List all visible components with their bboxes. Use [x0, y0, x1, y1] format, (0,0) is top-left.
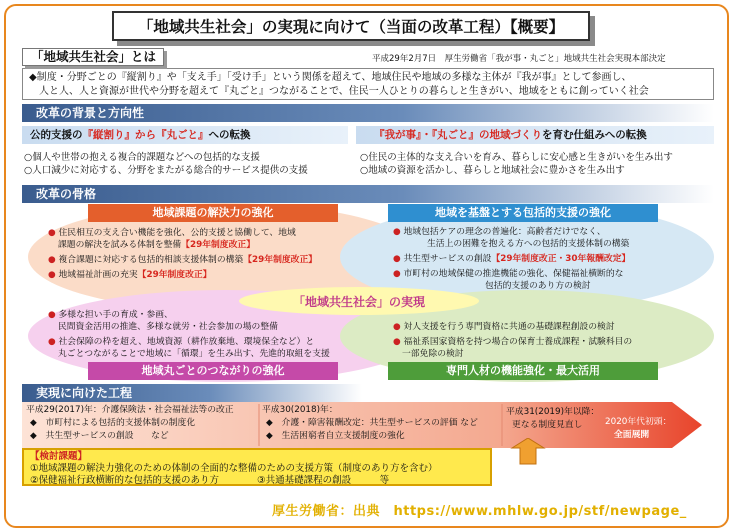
right-heading-hl: 『我が事』・『丸ごと』の地域づくり: [374, 129, 542, 141]
background-right-heading: [356, 126, 714, 144]
q1-item-3-text: 地域福祉計画の充実: [58, 270, 138, 280]
q3-item-1-text: 多様な担い手の育成・参画、: [58, 310, 173, 320]
review-arrow-icon: [508, 438, 548, 468]
q4-item-1-text: 対人支援を行う専門資格に共通の基礎課程創設の検討: [403, 322, 615, 332]
bullet-dot: ●: [48, 270, 56, 280]
definition-line-1: ◆制度・分野ごとの『縦割り』や「支え手」「受け手」という関係を超えて、地域住民や地域の多様な主体が『我が事』として参画し、: [29, 72, 632, 83]
framework-band: 改革の骨格: [22, 185, 714, 203]
left-heading-pre: 公的支援の: [30, 129, 83, 141]
q3-item-1: [48, 309, 173, 321]
q2-item-3: [393, 268, 623, 280]
timeline-p3-sub: 更なる制度見直し: [512, 420, 583, 430]
review-line-1: ①地域課題の解決力強化のための体制の全面的な整備のための支援方策（制度のあり方を含む）: [30, 463, 438, 474]
q2-item-3-text: 市町村の地域保健の推進機能の強化、保健福祉横断的な: [403, 269, 624, 279]
left-heading-post: への転換: [208, 129, 251, 141]
bullet-dot: ●: [48, 255, 56, 265]
q1-item-1b-text: 課題の解決を試みる体制を整備: [58, 240, 182, 250]
q2-item-1b: 生活上の困難を抱える方への包括的支援体制の構築: [427, 239, 630, 249]
q3-item-2: [48, 336, 314, 348]
bullet-dot: ●: [393, 227, 401, 237]
left-heading-mid: から: [135, 129, 156, 141]
q2-item-3b: 包括的支援のあり方の検討: [485, 281, 591, 291]
q3-item-2b: 丸ごとつながることで地域に「循環」を生み出す、先進的取組を支援: [58, 349, 330, 359]
background-left-item-2: ○人口減少に対応する、分野をまたがる総合的サービス提供の支援: [24, 165, 308, 176]
q1-item-1: [48, 227, 296, 239]
q1-item-1b-tag: 【29年制度改正】: [181, 240, 255, 250]
timeline-p3-title: 平成31(2019)年以降：: [506, 407, 600, 417]
decision-date: 平成29年2月7日 厚生労働省「我が事・丸ごと」地域共生社会実現本部決定: [372, 54, 666, 64]
bullet-dot: ●: [393, 322, 401, 332]
q2-item-2-tag: 【29年制度改正・30年報酬改定】: [491, 254, 631, 264]
timeline-p1-title: 平成29(2017)年：介護保険法・社会福祉法等の改正: [26, 405, 234, 415]
q3-item-1b: 民間資金活用の推進、多様な就労・社会参加の場の整備: [58, 322, 278, 332]
q2-item-1: [393, 226, 606, 238]
left-heading-hl1: 『縦割り』: [82, 129, 135, 141]
q4-item-1: [393, 321, 615, 333]
q1-item-2: [48, 254, 317, 266]
q1-item-1-text: 住民相互の支え合い機能を強化、公的支援と協働して、地域: [58, 228, 296, 238]
right-heading-post: を育む仕組みへの転換: [542, 129, 647, 141]
q2-caption: 地域を基盤とする包括的支援の強化: [388, 204, 658, 222]
background-band: 改革の背景と方向性: [22, 104, 714, 122]
review-line-2: ②保健福祉行政横断的な包括的支援のあり方: [30, 475, 220, 486]
review-arrow-shape: [512, 438, 544, 464]
q4-caption: 専門人材の機能強化・最大活用: [388, 362, 658, 380]
bullet-dot: ●: [48, 337, 56, 347]
timeline-p2-item-1: ◆ 介護・障害報酬改定：共生型サービスの評価 など: [266, 418, 478, 428]
q1-caption: 地域課題の解決力の強化: [88, 204, 338, 222]
q1-item-3: [48, 269, 212, 281]
center-goal: 「地域共生社会」の実現: [239, 287, 479, 315]
q4-item-2b: 一部免除の検討: [402, 349, 464, 359]
background-right-item-2: ○地域の資源を活かし、暮らしと地域社会に豊かさを生み出す: [360, 165, 625, 176]
left-heading-hl2: 『丸ごと』: [156, 129, 209, 141]
bullet-dot: ●: [393, 337, 401, 347]
definition-box: [22, 68, 714, 100]
definition-heading: 「地域共生社会」とは: [22, 48, 164, 66]
review-topics-box: [22, 448, 492, 486]
q2-item-2-text: 共生型サービスの創設: [403, 254, 492, 264]
timeline-p2-title: 平成30(2018)年：: [262, 405, 338, 415]
definition-line-2: 人と人、人と資源が世代や分野を超えて『丸ごと』つながることで、住民一人ひとりの暮らしと生きがい、地域をともに創っていく社会: [39, 86, 649, 97]
q2-item-1-text: 地域包括ケアの理念の普遍化：高齢者だけでなく、: [403, 227, 606, 237]
q3-caption: 地域丸ごとのつながりの強化: [88, 362, 338, 380]
timeline-p1-item-2: ◆ 共生型サービスの創設 など: [30, 431, 169, 441]
review-title: 【検討課題】: [30, 451, 88, 462]
bullet-dot: ●: [48, 228, 56, 238]
background-left-heading: [22, 126, 348, 144]
timeline-band: 実現に向けた工程: [22, 384, 362, 402]
source-credit: 厚生労働省：出典 https://www.mhlw.go.jp/stf/newpage_: [272, 504, 687, 519]
q2-item-2: [393, 253, 630, 265]
background-left-item-1: ○個人や世帯の抱える複合的課題などへの包括的な支援: [24, 152, 260, 163]
q3-item-2-text: 社会保障の枠を超え、地域資源（耕作放棄地、環境保全など）と: [58, 337, 315, 347]
bullet-dot: ●: [393, 254, 401, 264]
q1-item-1b: [58, 239, 255, 251]
q1-item-2-text: 複合課題に対応する包括的相談支援体制の構築: [58, 255, 244, 265]
timeline-p1-item-1: ◆ 市町村による包括的支援体制の制度化: [30, 418, 196, 428]
review-line-2-3: [30, 475, 484, 487]
timeline-p4-sub: 全面展開: [614, 430, 650, 440]
bullet-dot: ●: [393, 269, 401, 279]
q4-item-2: [393, 336, 632, 348]
review-line-3: ③共通基礎課程の創設 等: [257, 475, 390, 486]
q1-item-3-tag: 【29年制度改正】: [137, 270, 212, 280]
background-right-item-1: ○住民の主体的な支え合いを育み、暮らしに安心感と生きがいを生み出す: [360, 152, 673, 163]
bullet-dot: ●: [48, 310, 56, 320]
page-title: 「地域共生社会」の実現に向けて（当面の改革工程）【概要】: [112, 11, 590, 41]
q1-item-2-tag: 【29年制度改正】: [243, 255, 318, 265]
timeline-p4-title: 2020年代初頭：: [605, 417, 672, 427]
q4-item-2-text: 福祉系国家資格を持つ場合の保育士養成課程・試験科目の: [403, 337, 633, 347]
timeline-p2-item-2: ◆ 生活困窮者自立支援制度の強化: [266, 431, 405, 441]
